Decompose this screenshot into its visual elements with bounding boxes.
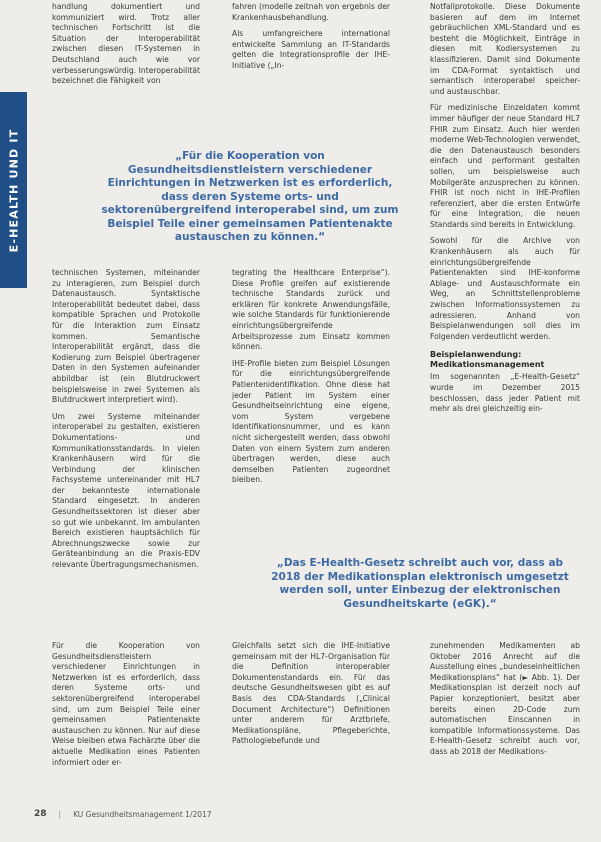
paragraph: handlung dokumentiert und kommuniziert wird. Trotz aller technischen Fortschritt ist die Situation der Interoperabilität zwischen diesen IT-Systemen in Deutschland auch wie vor verbesserungswürdig. Interoperabilität bezeichnet die Fähigkeit von [52,2,200,86]
column-2-middle [232,268,390,538]
column-3-top [430,2,580,567]
column-3-bottom [430,641,580,801]
paragraph: zunehmenden Medikamenten ab Oktober 2016 Anrecht auf die Ausstellung eines „bundeseinheitlichen Medikationsplans“ hat (► Abb. 1). Der Medikationsplan ist derzeit noch auf Papier konzeptioniert, besitzt aber bereits einen 2D-Code zum automatischen Einscannen in kompatible Informationssysteme. Das E-Health-Gesetz schreibt auch vor, dass ab 2018 der Medikations- [430,641,580,756]
page-number: 28 [34,809,47,819]
pull-quote-text: „Für die Kooperation von Gesundheitsdienstleistern verschiedener Einrichtungen in Netzwerken ist es erforderlich, dass deren Systeme orts- und sektorenübergreifend interoperabel sind, um zum Beispiel Teile einer gemeinsamen Patientenakte austauschen zu können.“ [101,150,399,243]
paragraph: Sowohl für die Archive von Krankenhäusern als auch für einrichtungsübergreifende Patientenakten sind IHE-konforme Ablage- und Austauschformate ein Weg, an Schnittstellenprobleme zwischen Informationssystemen zu adressieren. Anhand von Beispielanwendungen soll dies im Folgenden verdeutlicht werden. [430,236,580,341]
section-label-text: E-HEALTH UND IT [7,128,20,252]
page-footer [34,807,334,821]
column-1-middle [52,268,200,640]
paragraph: fahren (modelle zeitnah von ergebnis der Krankenhausbehandlung. [232,2,390,22]
section-label [0,92,27,288]
paragraph: Um zwei Systeme miteinander interoperabel zu gestalten, existieren Dokumentations- und Kommunikationsstandards. In vielen Krankenhäusern wird für die Verbindung der klinischen Fachsysteme untereinander mit HL7 der bekannteste internationale Standard eingesetzt. In anderen Gesundheitssektoren ist dieser aber so gut wie unbekannt. Im ambulanten Bereich existieren hauptsächlich für Abrechnungszwecke sowie zur Geräteanbindung an die Praxis-EDV relevante Übertragungsmechanismen. [52,411,200,570]
paragraph: Gleichfalls setzt sich die IHE-Initiative gemeinsam mit der HL7-Organisation für die Definition interoperabler Dokumentenstandards ein. Für das deutsche Gesundheitswesen gibt es auf Basis des CDA-Standards („Clinical Document Architecture“) Definitionen unter anderem für Arztbriefe, Medikationspläne, Pflegeberichte, Pathologiebefunde und [232,641,390,746]
column-2-bottom [232,641,390,801]
paragraph: technischen Systemen, miteinander zu interagieren, zum Beispiel durch Datenaustausch. Syntaktische Interoperabilität bedeutet dabei, dass kompatible Sprachen und Protokolle für die Interaktion zum Einsatz kommen. Semantische Interoperabilität ergänzt, dass die Kodierung zum Beispiel übertragener Daten in den Systemen aufeinander abbildbar ist (ein Blutdruckwert beispielsweise in zwei Systemen als Blutdruckwert interpretiert wird). [52,268,200,405]
paragraph: Für medizinische Einzeldaten kommt immer häufiger der neue Standard HL7 FHIR zum Einsatz. Auch hier werden moderne Web-Technologien verwendet, die den Datenaustausch besonders einfach und performant gestalten sollen, um beispielsweise auch Mobilgeräte anzusprechen zu können. FHIR ist noch nicht in IHE-Profilen referenziert, aber die ersten Entwürfe für eine Integration, die neuen Standards sind bereits in Entwicklung. [430,103,580,229]
paragraph: IHE-Profile bieten zum Beispiel Lösungen für die einrichtungsübergreifende Patientenidentifikation. Ohne diese hat jeder Patient im System einer Gesundheitseinrichtung eine eigene, vom System vergebene Identifikationsnummer, und es kann nicht sichergestellt werden, dass obwohl Daten von einem System zum anderen übertragen werden, diese auch demselben Patienten zugeordnet bleiben. [232,358,390,485]
column-2-top [232,2,390,140]
pull-quote [270,557,570,629]
footer-separator: | [58,809,62,819]
publication-name: KU Gesundheitsmanagement 1/2017 [73,809,212,819]
paragraph: tegrating the Healthcare Enterprise“). Diese Profile greifen auf existierende technische Standards zurück und erklären für konkrete Anwendungsfälle, wie solche Standards für funktionierende einrichtungsübergreifende Arbeitsprozesse zum Einsatz kommen können. [232,268,390,352]
section-heading: Beispielanwendung: Medikationsmanagement [430,350,545,370]
paragraph: Für die Kooperation von Gesundheitsdienstleistern verschiedener Einrichtungen in Netzwerken ist es erforderlich, dass deren Systeme orts- und sektorenübergreifend interoperabel sind, um zum Beispiel Teile einer gemeinsamen Patientenakte austauschen zu können. Nur auf diese Weise bleiben etwa Fachärzte über die aktuelle Medikation eines Patienten informiert oder er- [52,641,200,767]
section-sidebar [0,92,27,288]
paragraph: Als umfangreichere international entwickelte Sammlung an IT-Standards gelten die Integrationsprofile der IHE-Initiative („In- [232,29,390,70]
paragraph: Im sogenannten „E-Health-Gesetz“ wurde im Dezember 2015 beschlossen, dass jeder Patient mit mehr als drei gleichzeitig ein- [430,372,580,414]
paragraph: Notfallprotokolle. Diese Dokumente basieren auf dem im Internet gebräuchlichen XML-Standard und es besteht die Möglichkeit, Einträge in diesen mit Kodiersystemen zu klassifizieren. Damit sind Dokumente im CDA-Format syntaktisch und semantisch interoperabel speicher- und austauschbar. [430,2,580,96]
column-1-bottom [52,641,200,801]
column-1-top [52,2,200,114]
pull-quote-text: „Das E-Health-Gesetz schreibt auch vor, dass ab 2018 der Medikationsplan elektronisch umgesetzt werden soll, unter Einbezug der elektronischen Gesundheitskarte (eGK).“ [271,557,569,610]
pull-quote [100,150,400,250]
